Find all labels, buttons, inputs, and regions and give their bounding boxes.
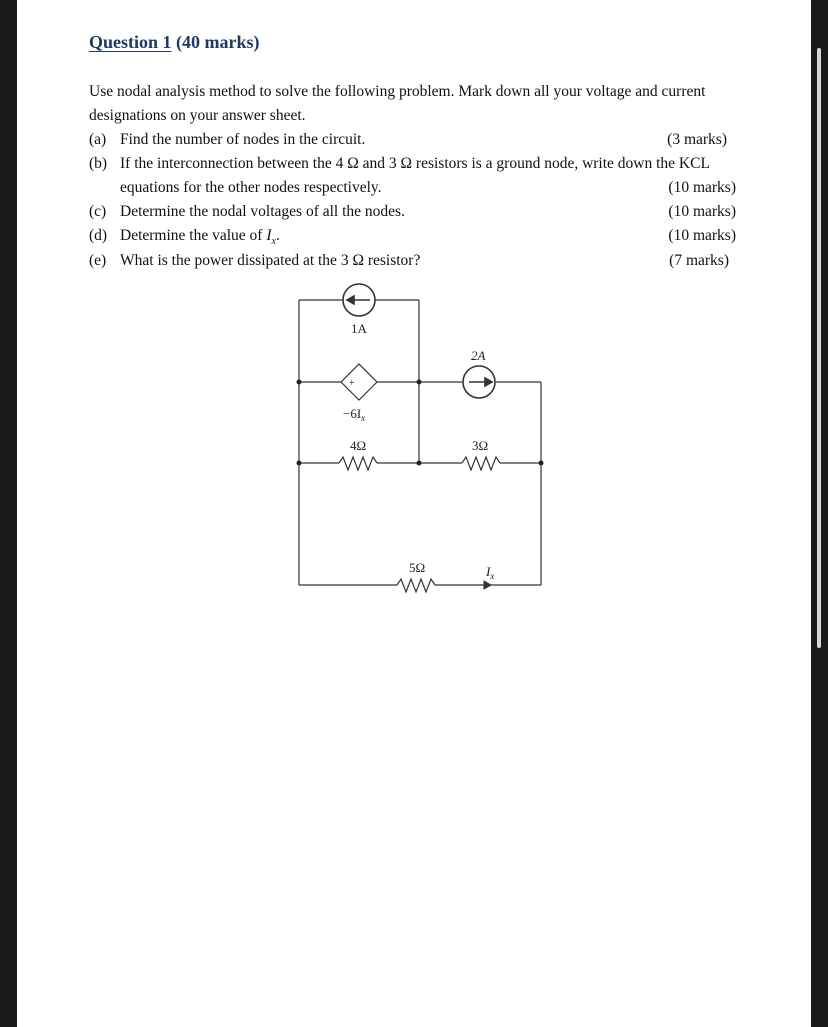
- item-a-label: (a): [89, 131, 107, 148]
- label-ix-var: I: [486, 564, 491, 579]
- dependent-source-diamond: [341, 364, 377, 400]
- item-b-marks: (10 marks): [668, 179, 736, 196]
- item-b-label: (b): [89, 155, 108, 172]
- item-e-label: (e): [89, 252, 107, 269]
- item-b-text: If the interconnection between the 4 Ω and 3 Ω resistors is a ground node, write down the KCL: [120, 155, 710, 172]
- scrollbar[interactable]: [817, 48, 821, 648]
- node-left-middle: [297, 380, 302, 385]
- item-d-text-post: .: [275, 227, 280, 244]
- label-r5: 5Ω: [409, 560, 426, 575]
- label-dep-sub: x: [361, 413, 366, 423]
- label-ix: [485, 564, 494, 581]
- intro-line-2: designations on your answer sheet.: [89, 107, 306, 124]
- item-a-marks: (3 marks): [667, 131, 727, 148]
- label-ix-sub: x: [490, 571, 495, 581]
- node-right-resistor: [539, 461, 544, 466]
- question-marks: (40 marks): [176, 32, 260, 52]
- node-center-middle: [417, 380, 422, 385]
- item-d-text-pre: Determine the value of: [120, 227, 267, 244]
- item-a-text: Find the number of nodes in the circuit.: [120, 131, 366, 148]
- item-d-var: I: [266, 227, 272, 244]
- node-left-resistor: [297, 461, 302, 466]
- intro-line-1: Use nodal analysis method to solve the following problem. Mark down all your voltage and current: [89, 83, 706, 100]
- item-d-marks: (10 marks): [668, 227, 736, 244]
- item-c-marks: (10 marks): [668, 203, 736, 220]
- item-c-text: Determine the nodal voltages of all the nodes.: [120, 203, 405, 220]
- label-dep-plus: +: [349, 378, 355, 389]
- item-b-text-2: equations for the other nodes respectively.: [120, 179, 382, 196]
- label-2a: 2A: [471, 348, 486, 363]
- label-dep-source: [343, 406, 365, 423]
- item-e-text: What is the power dissipated at the 3 Ω resistor?: [120, 252, 421, 269]
- item-d-sub: x: [271, 236, 276, 248]
- document-page: [17, 0, 811, 1027]
- question-link[interactable]: Question 1: [89, 32, 172, 52]
- item-d-label: (d): [89, 227, 108, 244]
- label-dep-value: −6I: [343, 406, 362, 421]
- node-center-resistor: [417, 461, 422, 466]
- item-c-label: (c): [89, 203, 107, 220]
- arrow-2a-head: [485, 378, 492, 386]
- label-r3: 3Ω: [472, 438, 489, 453]
- resistor-3-zigzag: [462, 457, 500, 470]
- arrow-1a-head: [347, 296, 354, 304]
- arrow-ix-head: [484, 581, 491, 589]
- label-r4: 4Ω: [350, 438, 367, 453]
- circuit-diagram: [17, 0, 811, 1027]
- resistor-5-zigzag: [397, 579, 435, 592]
- label-1a: 1A: [351, 321, 367, 336]
- item-e-marks: (7 marks): [669, 252, 729, 269]
- resistor-4-zigzag: [339, 457, 377, 470]
